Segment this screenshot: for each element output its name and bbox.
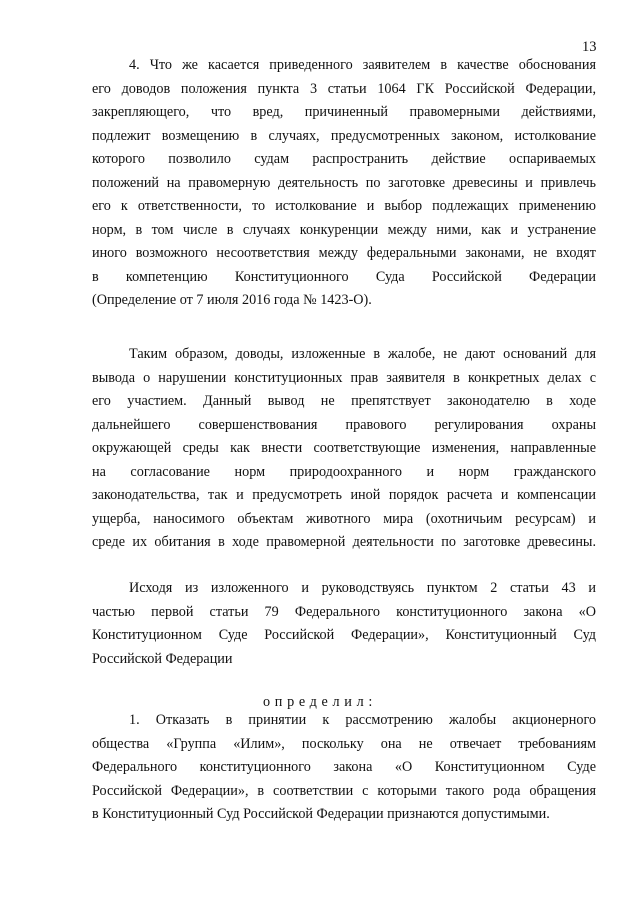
paragraph-conclusion [92,343,596,555]
paragraph-basis [92,577,596,671]
paragraph-line: Конституционном Суде Российской Федерации», Конституционный Суд [92,627,596,643]
paragraph-line: частью первой статьи 79 Федерального конституционного закона «О [92,603,596,620]
paragraph-line: законодательства, так и предусмотреть иной порядок расчета и компенсации [92,487,596,503]
paragraph-line: Федерального конституционного закона «О Конституционном Суде [92,759,596,775]
paragraph-line: его доводов положения пункта 3 статьи 1064 ГК Российской Федерации, [92,80,596,97]
paragraph-line: иного возможного несоответствия между федеральными законами, не входят [92,245,596,261]
paragraph-line: (Определение от 7 июля 2016 года № 1423-О). [92,292,372,308]
paragraph-line: Российской Федерации [92,650,233,667]
paragraph-line: среде их обитания в ходе правомерной деятельности по заготовке древесины. [92,534,596,550]
ruling-heading: определил: [263,694,377,710]
paragraph-line: положений на правомерную деятельность по заготовке древесины и привлечь [92,174,596,191]
paragraph-line: норм, в том числе в случаях конкуренции между ними, как и устранение [92,221,596,238]
paragraph-line: подлежит возмещению в случаях, предусмотренных законом, истолкование [92,127,596,144]
paragraph-decision-1 [92,709,596,827]
paragraph-line: в Конституционный Суд Российской Федерации признаются допустимыми. [92,806,550,822]
paragraph-line: которого позволило судам распространить действие оспариваемых [92,151,596,167]
paragraph-line: 1. Отказать в принятии к рассмотрению жалобы акционерного [129,712,596,728]
paragraph-line: на согласование норм природоохранного и норм гражданского [92,463,596,480]
paragraph-line: в компетенцию Конституционного Суда Российской Федерации [92,268,596,285]
paragraph-line: его участием. Данный вывод не препятствует законодателю в ходе [92,393,596,409]
paragraph-line: вывода о нарушении конституционных прав заявителя в конкретных делах с [92,369,596,386]
paragraph-line: его к ответственности, то истолкование и выбор подлежащих применению [92,198,596,214]
paragraph-line: Российской Федерации», в соответствии с которыми такого рода обращения [92,782,596,799]
paragraph-line: общества «Группа «Илим», поскольку она не отвечает требованиям [92,735,596,752]
paragraph-line: ущерба, наносимого объектам животного мира (охотничьим ресурсам) и [92,510,596,527]
paragraph-line: закрепляющего, что вред, причиненный правомерными действиями, [92,104,596,120]
paragraph-line: окружающей среды как внести соответствующие изменения, направленные [92,440,596,456]
paragraph-item-4 [92,54,596,313]
paragraph-line: дальнейшего совершенствования правового регулирования охраны [92,416,596,433]
paragraph-line: Таким образом, доводы, изложенные в жалобе, не дают оснований для [129,346,596,362]
paragraph-line: 4. Что же касается приведенного заявителем в качестве обоснования [129,57,596,73]
page-number: 13 [582,39,597,55]
paragraph-line: Исходя из изложенного и руководствуясь пунктом 2 статьи 43 и [129,580,596,596]
